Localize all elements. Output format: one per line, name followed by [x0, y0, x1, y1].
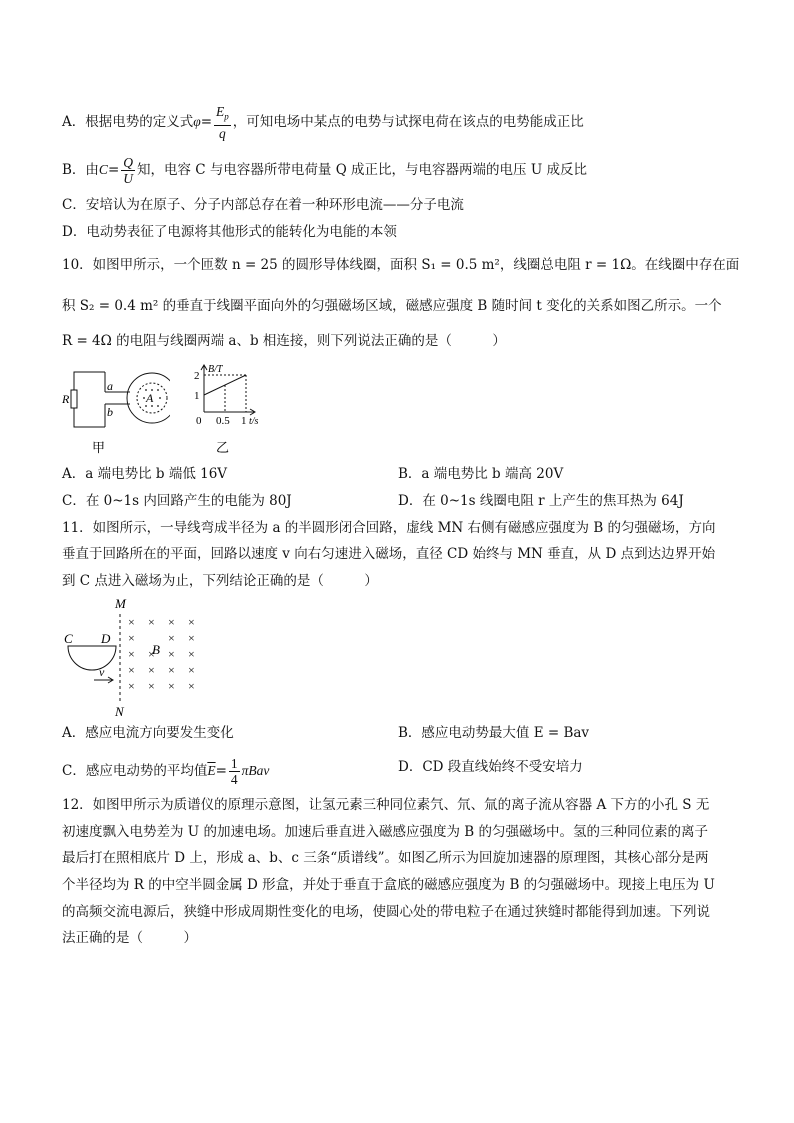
field-cross: × [188, 663, 195, 677]
field-cross: × [148, 663, 155, 677]
semicircle-loop [68, 646, 116, 670]
label-M: M [115, 596, 126, 611]
caption-yi: 乙 [216, 440, 230, 455]
q11-figure [60, 594, 210, 720]
field-cross: × [188, 615, 195, 629]
q10-option-d: D．在 0~1s 线圈电阻 r 上产生的焦耳热为 64J [398, 493, 684, 509]
field-cross: × [168, 663, 175, 677]
field-cross: × [148, 647, 155, 661]
field-cross: × [168, 679, 175, 693]
label-C: C [64, 631, 73, 646]
label-b: b [107, 405, 113, 419]
resistor-r [71, 390, 77, 408]
field-cross: × [188, 679, 195, 693]
ytick-1: 1 [194, 390, 200, 402]
q10-stem-line3: R = 4Ω 的电阻与线圈两端 a、b 相连接，则下列说法正确的是（ ） [62, 333, 506, 349]
label-A: A [146, 391, 154, 405]
q12-stem-line6: 法正确的是（ ） [62, 930, 197, 946]
field-cross: × [148, 679, 155, 693]
q11-option-c: C．感应电动势的平均值$\overline{E}=$ $\frac{1}{4}$ πBav [62, 756, 270, 787]
label-N: N [115, 704, 124, 719]
ytick-2: 2 [194, 370, 200, 382]
q12-stem-line4: 个半径均为 R 的中空半圆金属 D 形盒，并处于垂直于盒底的磁感应强度为 B 的匀强磁场中。现接上电压为 U [62, 877, 715, 893]
field-cross: × [148, 615, 155, 629]
q12-stem-line5: 的高频交流电源后，狭缝中形成周期性变化的电场，使圆心处的带电粒子在通过狭缝时都能得到加速。下列说 [62, 904, 710, 920]
label-v: v [99, 665, 105, 679]
field-cross: × [168, 615, 175, 629]
fraction-q-over-u: $\frac{Q}{U}$ [123, 155, 133, 186]
q12-stem-line3: 最后打在照相底片 D 上，形成 a、b、c 三条“质谱线”。如图乙所示为回旋加速器的原理图，其核心部分是两 [62, 850, 709, 866]
q10-option-b: B．a 端电势比 b 端高 20V [398, 466, 564, 482]
q10-option-c: C．在 0~1s 内回路产生的电能为 80J [62, 493, 292, 509]
caption-jia: 甲 [92, 440, 106, 455]
field-cross: × [128, 663, 135, 677]
field-cross: × [188, 647, 195, 661]
q11-option-d: D．CD 段直线始终不受安培力 [398, 759, 583, 775]
field-cross: × [168, 631, 175, 645]
q11-option-a: A．感应电流方向要发生变化 [62, 725, 234, 741]
field-cross: × [128, 615, 135, 629]
field-cross: × [128, 631, 135, 645]
label-B: B [152, 642, 160, 657]
q11-stem-line1: 11．如图所示，一导线弯成半径为 a 的半圆形闭合回路，虚线 MN 右侧有磁感应强度为 B 的匀强磁场，方向 [62, 520, 716, 536]
q12-stem-line1: 12．如图甲所示为质谱仪的原理示意图，让氢元素三种同位素氕、氘、氚的离子流从容器 A 下方的小孔 S 无 [62, 797, 710, 813]
q9-option-c: C．安培认为在原子、分子内部总存在着一种环形电流——分子电流 [62, 197, 464, 213]
phi-symbol: φ [193, 113, 201, 129]
field-cross: × [128, 647, 135, 661]
q10-figure-jia [60, 362, 170, 457]
field-cross: × [168, 647, 175, 661]
xtick-0-5: 0.5 [216, 415, 230, 427]
label-R: R [62, 392, 70, 406]
q9-option-d: D．电动势表征了电源将其他形式的能转化为电能的本领 [62, 224, 397, 240]
ytick-0: 0 [196, 415, 202, 427]
magnetic-field-crosses [128, 615, 195, 693]
field-cross: × [128, 679, 135, 693]
q9-option-a: A．根据电势的定义式φ= $\frac{E_p}{q}$ ，可知电场中某点的电势与试探电荷在该点的电势能成正比 [62, 104, 584, 141]
q10-stem-line2: 积 S₂ = 0.4 m² 的垂直于线圈平面向外的匀强磁场区域，磁感应强度 B 随时间 t 变化的关系如图乙所示。一个 [62, 298, 722, 314]
axis-label-b: B/T [208, 364, 223, 375]
xtick-1: 1 [241, 415, 247, 427]
q11-stem-line3: 到 C 点进入磁场为止，下列结论正确的是（ ） [62, 573, 378, 589]
fraction-ep-over-q: $\frac{E_p}{q}$ [216, 104, 229, 141]
q11-option-b: B．感应电动势最大值 E = Bav [398, 725, 590, 741]
q10-option-a: A．a 端电势比 b 端低 16V [62, 466, 228, 482]
axis-label-t: t/s [249, 416, 259, 427]
label-a: a [107, 379, 113, 393]
field-cross: × [188, 631, 195, 645]
q9-option-b: B．由C= $\frac{Q}{U}$ 知，电容 C 与电容器所带电荷量 Q 成正比，与电容器两端的电压 U 成反比 [62, 155, 588, 186]
q10-figure-yi [188, 362, 268, 457]
circuit-wire [74, 372, 105, 427]
q10-stem-line1: 10．如图甲所示，一个匝数 n = 25 的圆形导体线圈，面积 S₁ = 0.5 m²，线圈总电阻 r = 1Ω。在线圈中存在面 [62, 257, 740, 273]
label-D: D [101, 631, 111, 646]
q12-stem-line2: 初速度飘入电势差为 U 的加速电场。加速后垂直进入磁感应强度为 B 的匀强磁场中。氢的三种同位素的离子 [62, 824, 708, 840]
q11-stem-line2: 垂直于回路所在的平面，回路以速度 v 向右匀速进入磁场，直径 CD 始终与 MN 垂直，从 D 点到达边界开始 [62, 546, 716, 562]
fraction-one-quarter: $\frac{1}{4}$ [230, 756, 238, 787]
